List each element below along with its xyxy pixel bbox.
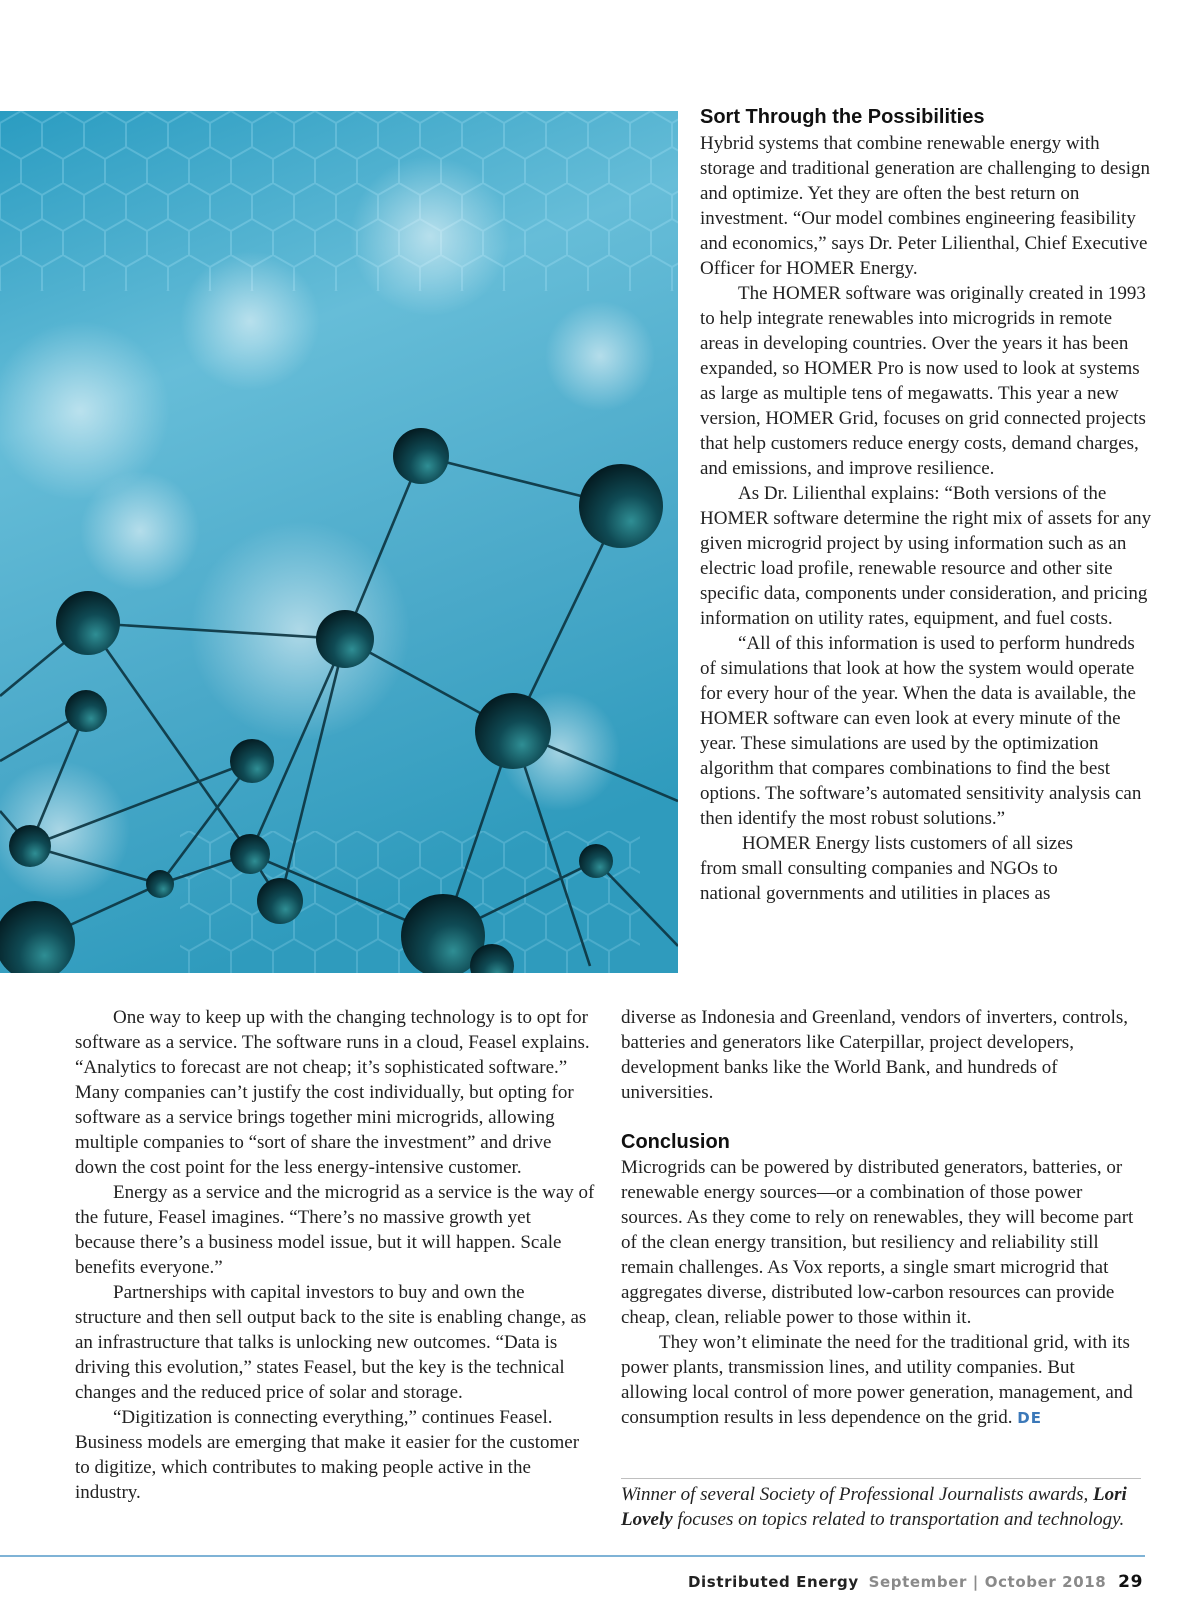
paragraph-line: national governments and utilities in places as — [700, 883, 1051, 904]
publication-name: Distributed Energy — [688, 1573, 859, 1591]
paragraph-text: They won’t eliminate the need for the traditional grid, with its power plants, transmission lines, and utility companies. But allowing local control of more power generation, management, and consumption results in less dependence on the grid. — [621, 1332, 1133, 1428]
section-heading-conclusion: Conclusion — [621, 1131, 730, 1153]
molecule-network-illustration — [0, 111, 678, 973]
paragraph: “Digitization is connecting everything,” continues Feasel. Business models are emerging that make it easier for the customer to digitize, which contributes to making people active in the industry. — [75, 1407, 580, 1503]
paragraph-line: HOMER Energy lists customers of all sizes — [742, 833, 1074, 854]
paragraph-line: from small consulting companies and NGOs to — [700, 858, 1058, 879]
section-heading-sort: Sort Through the Possibilities — [700, 106, 985, 128]
paragraph: diverse as Indonesia and Greenland, vendors of inverters, controls, batteries and generators like Caterpillar, project developers, development banks like the World Bank, and hundreds of universities. — [621, 1007, 1129, 1103]
conclusion-text — [621, 1155, 1141, 1431]
issue-date: September | October 2018 — [868, 1573, 1107, 1591]
footer-rule — [0, 1555, 1145, 1557]
right-column-text — [700, 131, 1155, 906]
right-column-continuation — [621, 1005, 1141, 1105]
end-mark-logo: DE — [1017, 1409, 1042, 1427]
molecule-network-image — [0, 111, 678, 973]
paragraph: The HOMER software was originally created in 1993 to help integrate renewables into microgrids in remote areas in developing countries. Over the years it has been expanded, so HOMER Pro is now used to look at systems as large as multiple tens of megawatts. This year a new version, HOMER Grid, focuses on grid connected projects that help customers reduce energy costs, demand charges, and emissions, and improve resilience. — [700, 283, 1146, 479]
author-bio — [621, 1482, 1141, 1532]
paragraph: Hybrid systems that combine renewable energy with storage and traditional generation are challenging to design and optimize. Yet they are often the best return on investment. “Our model combines engineering feasibility and economics,” says Dr. Peter Lilienthal, Chief Executive Officer for HOMER Energy. — [700, 133, 1151, 279]
paragraph: Microgrids can be powered by distributed generators, batteries, or renewable energy sources—or a combination of those power sources. As they come to rely on renewables, they will become part of the clean energy transition, but resiliency and reliability still remain challenges. As Vox reports, a single smart microgrid that aggregates diverse, distributed low-carbon resources can provide cheap, clean, reliable power to those within it. — [621, 1157, 1134, 1328]
paragraph: “All of this information is used to perform hundreds of simulations that look at how the system would operate for every hour of the year. When the data is available, the HOMER software can even look at every minute of the year. These simulations are used by the optimization algorithm that compares combinations to find the best options. The software’s automated sensitivity analysis can then identify the most robust solutions.” — [700, 633, 1142, 829]
bio-divider — [621, 1478, 1141, 1479]
paragraph — [621, 1330, 1141, 1431]
page-number: 29 — [1118, 1572, 1143, 1592]
paragraph: As Dr. Lilienthal explains: “Both versions of the HOMER software determine the right mix of assets for any given microgrid project by using information such as an electric load profile, renewable resource and other site specific data, components under consideration, and pricing information on utility rates, equipment, and fuel costs. — [700, 483, 1152, 629]
paragraph: Energy as a service and the microgrid as a service is the way of the future, Feasel imagines. “There’s no massive growth yet because there’s a business model issue, but it will happen. Scale benefits everyone.” — [75, 1182, 595, 1278]
paragraph: One way to keep up with the changing technology is to opt for software as a service. The software runs in a cloud, Feasel explains. “Analytics to forecast are not cheap; it’s sophisticated software.” Many companies can’t justify the cost individually, but opting for software as a service brings together mini microgrids, allowing multiple companies to “sort of share the investment” and drive down the cost point for the less energy-intensive customer. — [75, 1007, 590, 1178]
page-footer — [688, 1572, 1143, 1592]
paragraph: Partnerships with capital investors to buy and own the structure and then sell output back to the site is enabling change, as an infrastructure that talks is unlocking new outcomes. “Data is driving this evolution,” states Feasel, but the key is the technical changes and the reduced price of solar and storage. — [75, 1282, 587, 1403]
left-column-text — [75, 1005, 595, 1505]
bio-suffix: focuses on topics related to transportation and technology. — [677, 1509, 1125, 1530]
bio-author: Lori Lovely — [621, 1484, 1127, 1530]
bio-prefix: Winner of several Society of Professional Journalists awards, — [621, 1484, 1089, 1505]
